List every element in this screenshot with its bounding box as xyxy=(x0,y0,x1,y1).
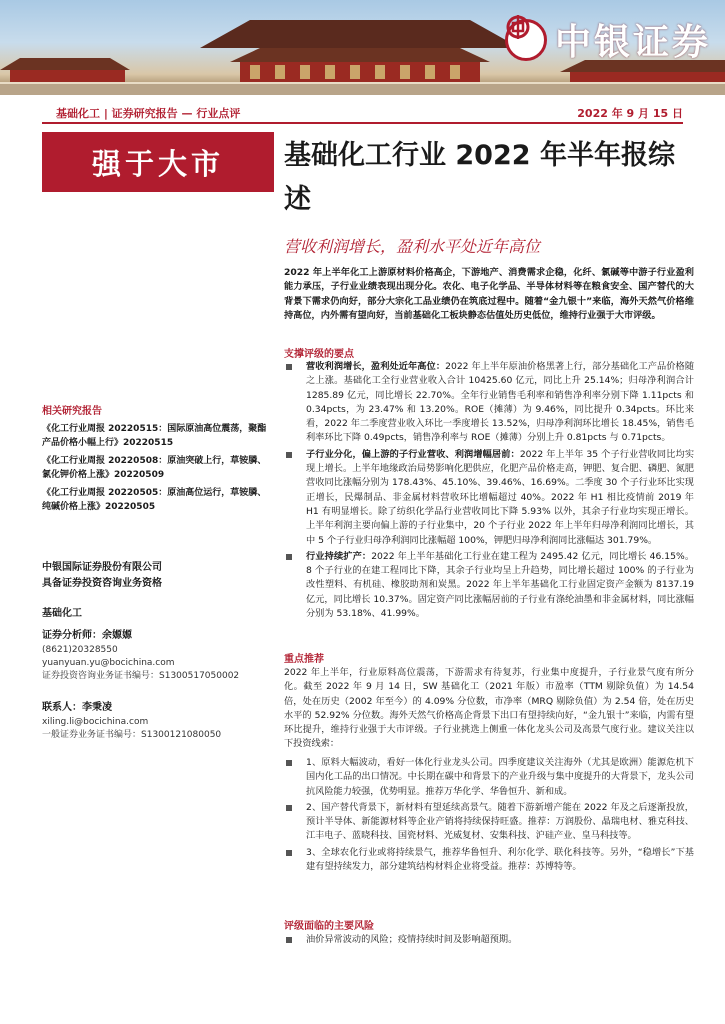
brand-name: 中银证券 xyxy=(554,22,711,63)
institution-info xyxy=(42,560,274,592)
report-date: 2022 年 9 月 15 日 xyxy=(577,107,683,120)
header-banner xyxy=(0,0,725,95)
focus-section xyxy=(284,666,694,752)
report-category: 基础化工 | 证券研究报告 — 行业点评 xyxy=(56,107,241,120)
support-point-text: 2022 年上半年基础化工行业在建工程为 2495.42 亿元，同比增长 46.15%。8 个子行业的在建工程同比下降，其余子行业均呈上升趋势，同比增长超过 100% 的子行业为改性塑料、有机硅、橡胶助剂和炭黑。2022 年上半年基础化工行业固定资产金额为 8137.19 亿元，同比增长 10.37%。固定资产同比涨幅居前的子行业有涤纶油墨和非金属材料，同比涨幅分别为 53.18%、41.99%。 xyxy=(306,550,695,620)
bullet-square-icon xyxy=(286,760,292,766)
bullet-square-icon xyxy=(286,452,292,458)
support-point xyxy=(284,448,694,548)
risk-heading: 评级面临的主要风险 xyxy=(284,921,374,932)
report-header xyxy=(0,96,725,126)
support-point-text: 2022 年上半年原油价格黑著上行，部分基础化工产品价格随之上涨。基础化工全行业营业收入合计 10425.60 亿元，同比上升 25.14%；归母净利润合计 1285.89 亿元，同比增长 22.70%。全年行业销售毛利率和销售净利率分别下降 1.11pcts 和 0.34pcts，为 23.47% 和 13.20%。ROE（摊薄）为 9.46%，同比提升 0.34pcts。环比来看，2022 年二季度营业收入环比一季度增长 13.52%，归母净利润环比增长 18.45%，销售毛利率环比下降 0.49pcts，销售净利率与 ROE（摊薄）分别上升 0.81pcts 与 0.71pcts。 xyxy=(306,361,695,444)
related-item[interactable]: 《化工行业周报 20220508：原油突破上行，草铵膦、氯化钾价格上涨》20220509 xyxy=(42,456,267,480)
support-heading: 支撑评级的要点 xyxy=(284,349,354,360)
focus-item-text: 2、国产替代背景下，新材料有望延续高景气。随着下游新增产能在 2022 年及之后逐渐投放，预计半导体、新能源材料等企业产销将持续保持旺盛。推荐：万润股份、晶瑞电材、雅克科技、江丰电子、蓝晓科技、国瓷材料、光威复材、安集科技、沪硅产业、皇马科技等。 xyxy=(306,801,694,842)
brand-logo xyxy=(505,14,711,65)
rating-badge xyxy=(42,132,274,192)
related-item[interactable]: 《化工行业周报 20220505：原油高位运行，草铵膦、纯碱价格上涨》20220505 xyxy=(42,488,267,512)
institution-name: 中银国际证券股份有限公司 xyxy=(42,562,162,573)
report-summary: 2022 年上半年化工上游原材料价格高企，下游地产、消费需求企稳，化纤、氯碱等中游子行业盈利能力承压，子行业业绩表现出现分化。农化、电子化学品、半导体材料等在粮食安全、国产替代的大背景下需求仍向好，部分大宗化工品业绩仍在筑底过程中。随着“金九银十”来临，海外天然气价格维持高位，内外需有望向好，当前基础化工板块静态估值处历史低位，维持行业强于大市评级。 xyxy=(284,267,694,322)
focus-item xyxy=(284,756,694,799)
analyst-email[interactable]: yuanyuan.yu@bocichina.com xyxy=(42,658,175,668)
support-point xyxy=(284,360,694,446)
analyst-phone: (8621)20328550 xyxy=(42,645,118,655)
related-heading: 相关研究报告 xyxy=(42,406,102,417)
bank-logo-icon xyxy=(505,19,547,61)
contact-info xyxy=(42,700,274,742)
focus-items xyxy=(284,756,694,876)
support-point-lead: 行业持续扩产： xyxy=(306,550,372,562)
focus-item xyxy=(284,846,694,875)
related-item[interactable]: 《化工行业周报 20220515：国际原油高位震荡，聚酯产品价格小幅上行》20220515 xyxy=(42,424,267,448)
bullet-square-icon xyxy=(286,850,292,856)
contact-name: 联系人：李秉凌 xyxy=(42,702,112,713)
contact-email[interactable]: xiling.li@bocichina.com xyxy=(42,717,149,727)
focus-text: 2022 年上半年，行业原料高位震荡，下游需求有待复苏，行业集中度提升，子行业景气度有所分化。截至 2022 年 9 月 14 日，SW 基础化工（2021 年版）市盈率（TTM 剔除负值）为 14.54 倍，处在历史（2002 年至今）的 4.09% 分位数，市净率（MRQ 剔除负值）为 2.54 倍，处在历史水平的 52.92% 分位数。海外天然气价格高企背景下出口有望持续向好，“金九银十”来临，内需有望环比提升，维持行业强于大市评级。子行业挑选上侧重一体化龙头公司及高景气度行业。建议关注以下投资线索： xyxy=(284,667,694,750)
analyst-name: 证券分析师：余嫄嫄 xyxy=(42,630,132,641)
support-points xyxy=(284,360,694,623)
bullet-square-icon xyxy=(286,364,292,370)
support-point xyxy=(284,550,694,621)
focus-item xyxy=(284,801,694,844)
support-point-lead: 营收利润增长，盈利处近年高位： xyxy=(306,361,446,372)
risk-item xyxy=(284,933,694,947)
focus-heading: 重点推荐 xyxy=(284,654,324,665)
bullet-square-icon xyxy=(286,937,292,943)
risk-text: 油价异常波动的风险；疫情持续时间及影响超预期。 xyxy=(306,934,518,945)
analyst-info xyxy=(42,628,274,683)
sector-name: 基础化工 xyxy=(42,608,82,619)
support-point-text: 2022 年上半年 35 个子行业营收同比均实现上增长。上半年地缘政治局势影响化肥供应，化肥产品价格走高，钾肥、复合肥、磷肥、氮肥营收同比涨幅分别为 178.43%、45.10%、39.46%、16.69%。二季度 30 个子行业环比实现正增长，民爆制品、非金属材料营收环比增幅超过 40%。2022 年 H1 相比疫情前 2019 年 H1 有明显增长。除了纺织化学品行业营收同比下降 5.93% 以外，其余子行业均实现正增长。上半年利润主要向偏上游的子行业集中，20 个子行业 2022 年上半年归母净利润同比增长，其中 5 个子行业归母净利润同比涨幅超 100%，钾肥归母净利润同比涨幅达 301.79%。 xyxy=(306,448,695,546)
report-title: 基础化工行业 2022 年半年报综述 xyxy=(284,140,675,215)
focus-item-text: 3、全球农化行业或将持续景气，推荐华鲁恒升、利尔化学、联化科技等。另外，“稳增长”下基建有望持续发力，部分建筑结构材料企业将受益。推荐：苏博特等。 xyxy=(306,846,694,873)
support-point-lead: 子行业分化，偏上游的子行业营收、利润增幅居前： xyxy=(306,448,520,460)
related-reports xyxy=(42,402,274,518)
report-subtitle: 营收利润增长，盈利水平处近年高位 xyxy=(284,237,541,256)
analyst-cert: 证券投资咨询业务证书编号：S1300517050002 xyxy=(42,671,240,681)
institution-qualification: 具备证券投资咨询业务资格 xyxy=(42,578,162,589)
contact-cert: 一般证券业务证书编号：S1300121080050 xyxy=(42,730,222,740)
header-divider xyxy=(42,122,683,124)
bullet-square-icon xyxy=(286,554,292,560)
rating-text: 强于大市 xyxy=(91,146,224,181)
bullet-square-icon xyxy=(286,805,292,811)
risk-section xyxy=(284,933,694,949)
sector-label xyxy=(42,604,274,619)
focus-item-text: 1、原料大幅波动，看好一体化行业龙头公司。四季度建议关注海外（尤其是欧洲）能源危机下国内化工品的出口情况。中长期在碳中和背景下的产业升级与集中度提升的大背景下，龙头公司抗风险能力较强，优势明显。推荐万华化学、华鲁恒升、新和成。 xyxy=(306,757,694,797)
